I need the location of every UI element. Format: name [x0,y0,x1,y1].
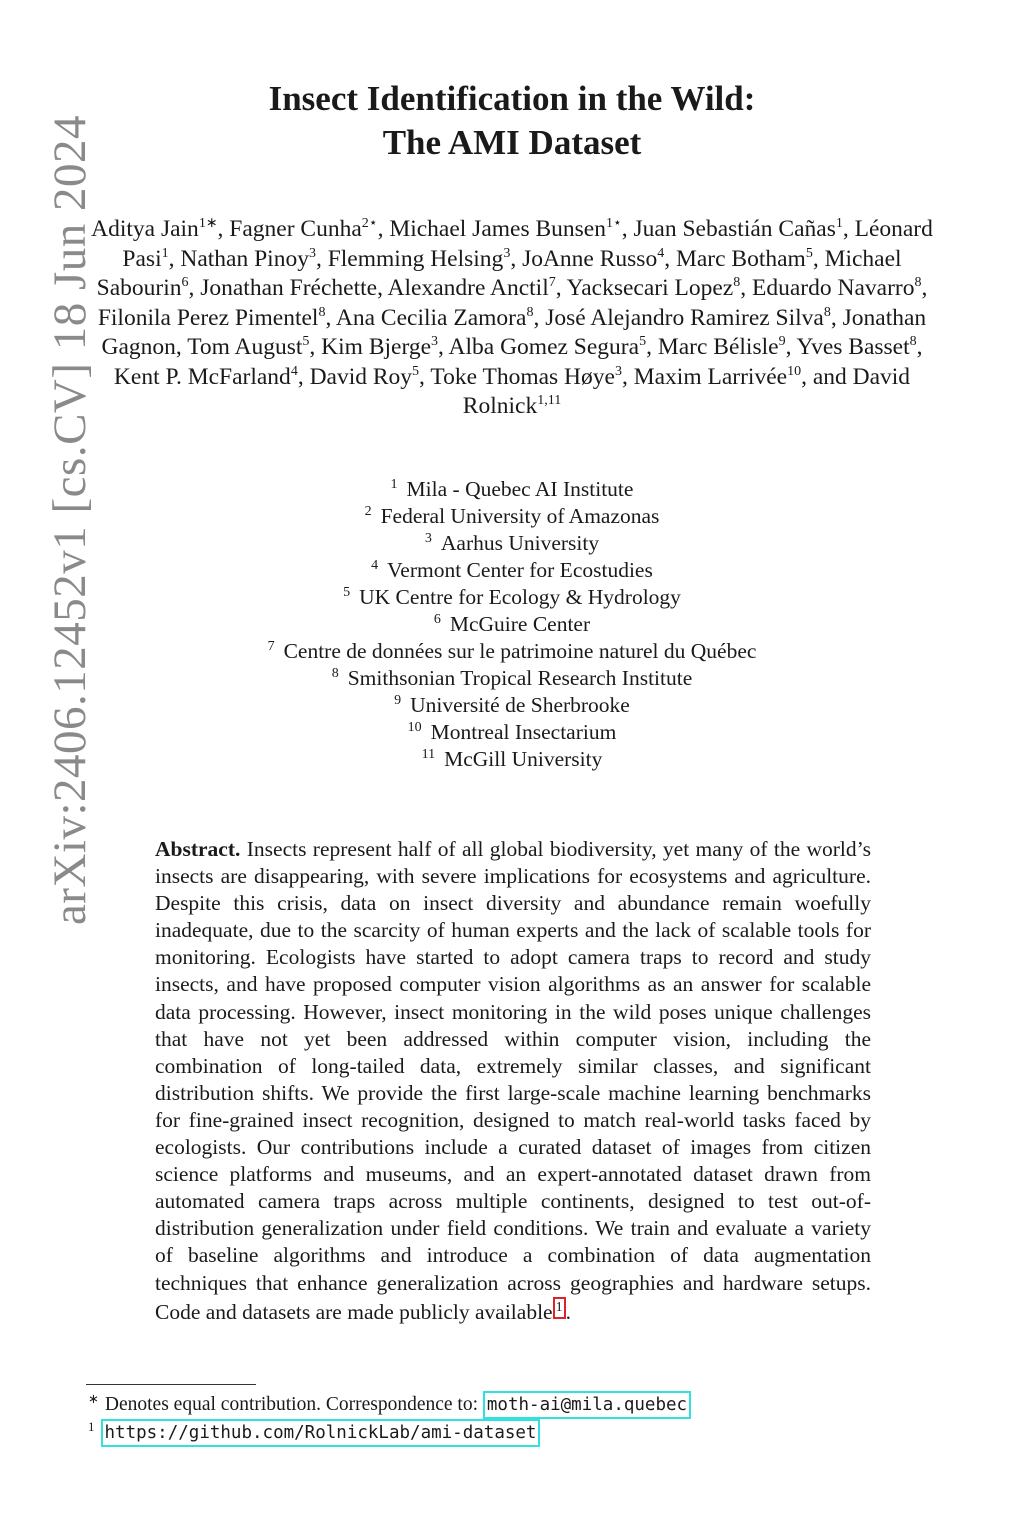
email-link[interactable]: moth-ai@mila.quebec [483,1391,691,1419]
footnote-url [88,1419,540,1447]
author-name: Maxim Larrivée [633,363,788,390]
affiliation-name: Mila - Quebec AI Institute [406,477,634,501]
author-name: José Alejandro Ramirez Silva [545,304,824,331]
footnote-equal-text: Denotes equal contribution. Correspondence to: [104,1394,479,1415]
author-name: Nathan Pinoy [180,245,309,272]
author-affiliation-sup: 9 [778,334,786,350]
author-affiliation-sup: 4 [290,363,298,379]
arxiv-identifier: arXiv:2406.12452v1 [cs.CV] 18 Jun 2024 [44,114,96,926]
author-affiliation-sup: 1 [161,245,169,261]
author-name: Yves Basset [796,334,910,360]
author-name: Juan Sebastián Cañas [633,216,836,242]
author-affiliation-sup: 2⋆ [361,216,378,232]
title-line-2: The AMI Dataset [382,123,642,162]
author-list: Aditya Jain$^{1∗}$, Fagner Cunha$^{2⋆}$, Michael James Bunsen$^{1⋆}$, Juan Sebastián Cañas$^1$, Léonard Pasi$^1$, Nathan Pinoy$^3$, Flemming Helsing$^3$, JoAnne Russo$^4$, Marc Botham$^5$, Michael Sabourin$^6$, Jonathan Fréchette, Alexandre Anctil$^7$, Yacksecari Lopez$^8$, Eduardo Navarro$^8$, Filonila Perez Pimentel$^8$, Ana Cecilia Zamora$^8$, José Alejandro Ramirez Silva$^8$, Jonathan Gagnon, Tom August$^5$, Kim Bjerge$^3$, Alba Gomez Segura$^5$, Marc Bélisle$^9$, Yves Basset$^8$, Kent P. McFarland$^4$, David Roy$^5$, Toke Thomas Høye$^3$, Maxim Larrivée$^{10}$, and David Rolnick$^{1,11}$ [91,216,933,419]
affiliation-number: 9 [394,692,402,708]
author-affiliation-sup: 5 [302,334,310,350]
author-affiliation-sup: 7 [548,275,556,291]
author-name: Fagner Cunha [229,216,362,242]
author-name: Léonard Pasi [122,216,933,272]
affiliation-number: 6 [433,611,441,627]
affiliation-name: Aarhus University [440,531,600,555]
author-affiliation-sup: 5 [412,363,420,379]
author-affiliation-sup: 5 [805,245,813,261]
footnote-link[interactable] [553,1297,566,1319]
author-name: Michael James Bunsen [389,216,606,242]
affiliation-name: UK Centre for Ecology & Hydrology [359,585,681,609]
author-affiliation-sup: 8 [526,304,534,320]
author-name: JoAnne Russo [522,245,658,272]
affiliation-number: 11 [421,746,436,762]
author-name: Marc Botham [675,245,806,272]
author-name: Yacksecari Lopez [566,275,734,301]
author-affiliation-sup: 1⋆ [606,216,622,232]
author-name: Aditya Jain [91,216,199,242]
author-affiliation-sup: 1 [835,216,843,232]
abstract-text: Insects represent half of all global biodiversity, yet many of the world’s insects are disappearing, with severe implications for ecosystems and agriculture. Despite this crisis, data on insect diversity and abundance remain woefully inadequate, due to the scarcity of human experts and the lack of scalable tools for monitoring. Ecologists have started to adopt camera traps to record and study insects, and have proposed computer vision algorithms as an answer for scalable data processing. However, insect monitoring in the wild poses unique challenges that have not yet been addressed within computer vision, including the combination of long-tailed data, extremely similar classes, and significant distribution shifts. We provide the first large-scale machine learning benchmarks for fine-grained insect recognition, designed to match real-world tasks faced by ecologists. Our contributions include a curated dataset of images from citizen science platforms and museums, and an expert-annotated dataset drawn from automated camera traps across multiple continents, designed to test out-of-distribution generalization under field conditions. We train and evaluate a variety of baseline algorithms and introduce a combination of data augmentation techniques that enhance generalization across geographies and hardware setups. Code and datasets are made publicly available [155,837,871,1324]
author-affiliation-sup: 3 [308,245,316,261]
author-affiliation-sup: 6 [181,275,189,291]
github-link[interactable]: https://github.com/RolnickLab/ami-dataset [101,1419,541,1447]
affiliation-item [0,692,1024,719]
affiliation-number: 10 [407,719,422,735]
abstract [155,836,871,1326]
affiliation-item [0,638,1024,665]
footnote-equal-contribution [88,1391,691,1419]
paper-title [0,77,1024,165]
affiliation-name: Centre de données sur le patrimoine naturel du Québec [283,639,757,663]
affiliation-item [0,557,1024,584]
abstract-label: Abstract. [155,837,241,861]
affiliation-item [0,503,1024,530]
author-affiliation-sup: 8 [733,275,741,291]
author-affiliation-sup: 4 [657,245,665,261]
author-name: Kim Bjerge [321,334,432,360]
affiliation-name: Montreal Insectarium [430,720,617,744]
author-name: Alba Gomez Segura [448,334,640,360]
affiliation-name: Université de Sherbrooke [410,693,630,717]
author-name: Eduardo Navarro [752,275,915,301]
author-affiliation-sup: 8 [318,304,326,320]
author-affiliation-sup: 1,11 [537,393,562,409]
author-name: Ana Cecilia Zamora [335,304,527,331]
affiliation-number: 5 [343,584,351,600]
footnote-url-mark: 1 [88,1418,95,1434]
author-name: David Roy [309,363,413,390]
author-name: Tom August [187,334,303,360]
author-affiliation-sup: 3 [503,245,511,261]
author-affiliation-sup: 8 [909,334,917,350]
author-affiliation-sup: 3 [614,363,622,379]
author-affiliation-sup: 5 [639,334,647,350]
author-name: Jonathan Gagnon [101,304,927,360]
author-name: Michael Sabourin [96,245,902,301]
affiliation-name: Smithsonian Tropical Research Institute [347,666,693,690]
affiliation-name: McGill University [444,747,603,771]
author-name: Kent P. McFarland [113,363,291,390]
author-affiliation-sup: 1∗ [198,216,218,232]
affiliation-number: 1 [390,476,398,492]
footnote-equal-mark: ∗ [88,1390,99,1406]
affiliation-list [0,476,1024,773]
author-name: David Rolnick [462,363,911,419]
affiliation-number: 7 [267,638,275,654]
affiliation-number: 8 [331,665,339,681]
affiliation-number: 2 [364,503,372,519]
footnote-rule [86,1384,256,1385]
affiliation-item [0,584,1024,611]
footnote-mark: 1 [555,1299,563,1315]
affiliation-name: Federal University of Amazonas [380,504,660,528]
abstract-end: . [565,1299,571,1324]
title-line-1: Insect Identification in the Wild: [268,79,756,118]
affiliation-item [0,611,1024,638]
author-name: Flemming Helsing [327,245,504,272]
author-name: Alexandre Anctil [387,275,549,301]
author-affiliation-sup: 3 [431,334,439,350]
affiliation-name: Vermont Center for Ecostudies [387,558,653,582]
affiliation-number: 3 [424,530,432,546]
author-affiliation-sup: 10 [787,363,802,379]
affiliation-item [0,530,1024,557]
affiliation-name: McGuire Center [449,612,591,636]
affiliation-item [0,746,1024,773]
author-name: Filonila Perez Pimentel [97,304,319,331]
author-affiliation-sup: 8 [823,304,831,320]
author-affiliation-sup: 8 [914,275,922,291]
author-name: Toke Thomas Høye [430,363,615,390]
affiliation-item [0,719,1024,746]
affiliation-number: 4 [371,557,379,573]
affiliation-item [0,665,1024,692]
author-name: Jonathan Fréchette [200,275,378,301]
author-name: Marc Bélisle [657,334,779,360]
affiliation-item [0,476,1024,503]
